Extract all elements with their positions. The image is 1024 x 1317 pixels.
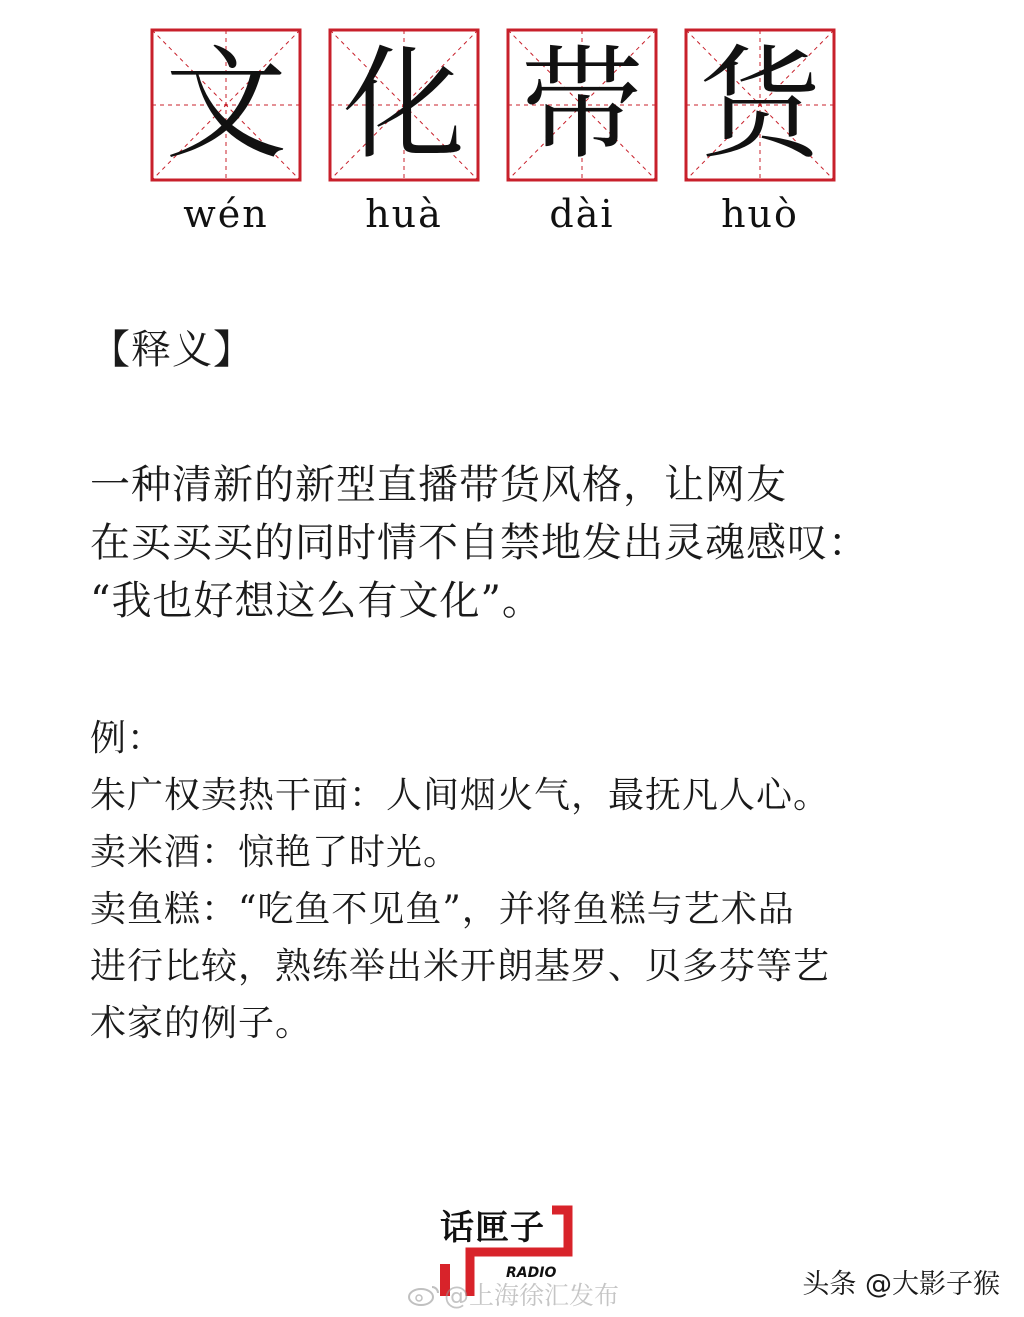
weibo-watermark-text: @上海徐汇发布 <box>444 1281 620 1310</box>
logo-radio-label: RADIO <box>506 1265 557 1281</box>
examples-heading: 例： <box>90 718 165 759</box>
logo-name: 话匣子 <box>440 1208 545 1248</box>
title-char-cell-2 <box>328 28 480 182</box>
weibo-icon <box>408 1284 440 1306</box>
example-line: 进行比较，熟练举出米开朗基罗、贝多芬等艺 <box>90 946 831 987</box>
definition-line: 在买买买的同时情不自禁地发出灵魂感叹： <box>90 520 869 566</box>
example-line: 卖米酒：惊艳了时光。 <box>90 832 461 873</box>
definition-line: 一种清新的新型直播带货风格，让网友 <box>90 462 787 508</box>
example-line: 卖鱼糕：“吃鱼不见鱼”，并将鱼糕与艺术品 <box>90 889 795 930</box>
pinyin-2: huà <box>365 192 443 236</box>
title-char: 货 <box>699 34 821 176</box>
examples-block <box>90 710 970 1052</box>
title-char: 文 <box>165 34 287 176</box>
definition-paragraph <box>90 456 970 630</box>
title-char-cell-3 <box>506 28 658 182</box>
toutiao-watermark: 头条 @大影子猴 <box>802 1269 1000 1300</box>
weibo-watermark <box>408 1276 619 1312</box>
example-line: 术家的例子。 <box>90 1003 313 1044</box>
title-char-cell-4 <box>684 28 836 182</box>
title-char: 带 <box>521 34 643 176</box>
example-line: 朱广权卖热干面：人间烟火气，最抚凡人心。 <box>90 775 831 816</box>
title-grid-row <box>150 28 840 188</box>
section-heading-definition: 【释义】 <box>90 327 254 373</box>
pinyin-1: wén <box>183 192 269 236</box>
title-char-cell-1 <box>150 28 302 182</box>
pinyin-3: dài <box>549 192 615 236</box>
title-char: 化 <box>343 34 465 176</box>
definition-line: “我也好想这么有文化”。 <box>90 578 543 624</box>
pinyin-4: huò <box>721 192 799 236</box>
